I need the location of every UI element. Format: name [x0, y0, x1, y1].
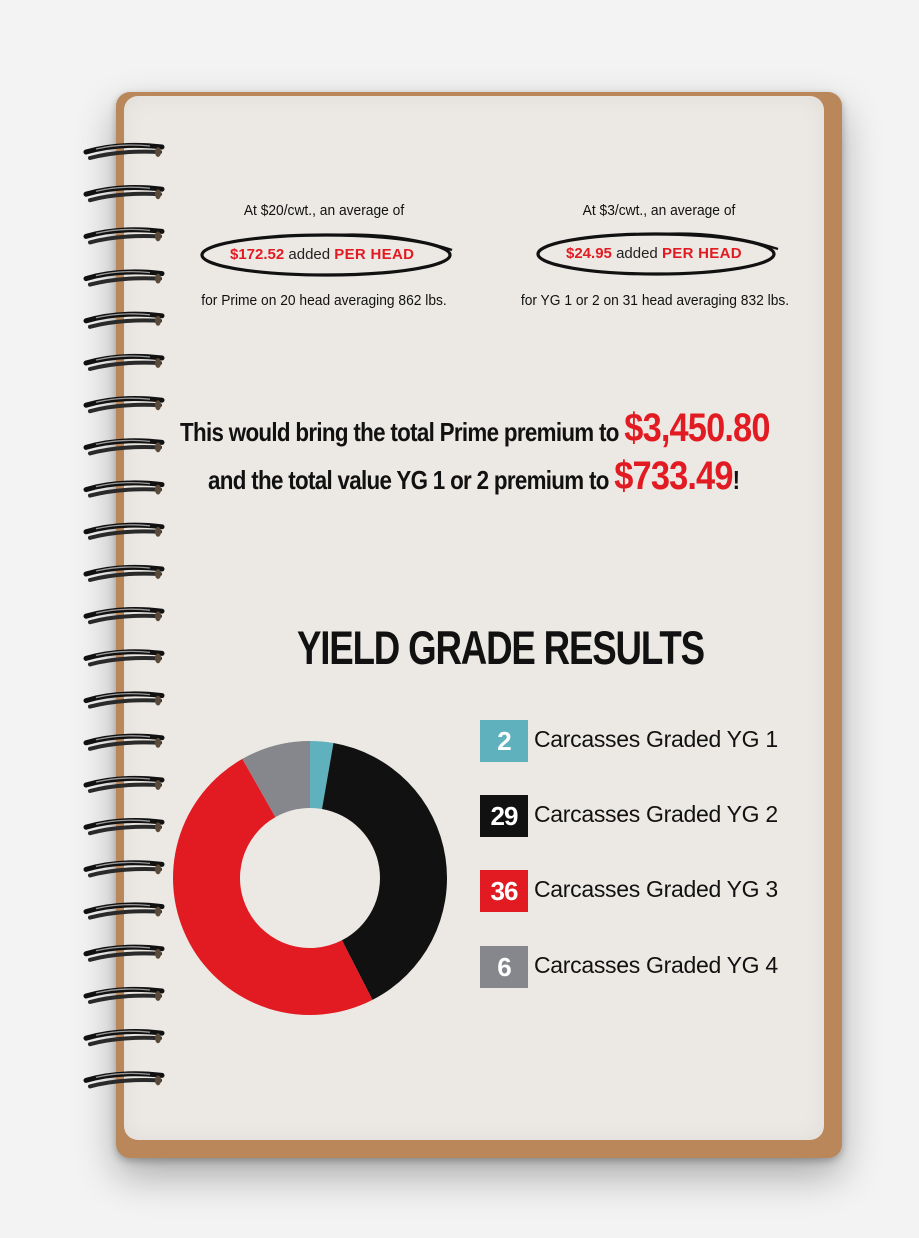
donut-chart [170, 738, 450, 1018]
headline-line-2 [208, 454, 739, 499]
yg-detail-text: for YG 1 or 2 on 31 head averaging 832 lbs. [520, 292, 790, 309]
legend-label-yg-4: Carcasses Graded YG 4 [534, 952, 778, 978]
prime-per-head-line [230, 246, 414, 263]
headline-line-2-text: and the total value YG 1 or 2 premium to [208, 465, 609, 495]
headline-line-1 [180, 406, 770, 451]
yg-premium-total: $733.49 [614, 454, 733, 498]
yg-rate-text: At $3/cwt., an average of [582, 202, 736, 219]
yg-added-word: added [616, 245, 658, 262]
legend-count-yg-4: 6 [480, 946, 528, 988]
chart-title: YIELD GRADE RESULTS [297, 621, 704, 674]
legend-label-yg-3: Carcasses Graded YG 3 [534, 876, 778, 902]
prime-premium-total: $3,450.80 [624, 406, 770, 450]
prime-per-head: PER HEAD [334, 246, 415, 263]
legend-count-yg-2: 29 [480, 795, 528, 837]
yg-per-head-line [566, 245, 742, 262]
headline-line-1-text: This would bring the total Prime premium to [180, 417, 619, 447]
headline-exclamation: ! [732, 465, 740, 495]
prime-rate-text: At $20/cwt., an average of [243, 202, 405, 219]
prime-added-word: added [288, 246, 331, 263]
legend-label-yg-2: Carcasses Graded YG 2 [534, 801, 778, 827]
prime-detail-text: for Prime on 20 head averaging 862 lbs. [201, 292, 447, 309]
legend-count-yg-1: 2 [480, 720, 528, 762]
legend-label-yg-1: Carcasses Graded YG 1 [534, 726, 778, 752]
yg-per-head: PER HEAD [661, 245, 742, 262]
legend-count-yg-3: 36 [480, 870, 528, 912]
yg-amount: $24.95 [566, 245, 612, 262]
prime-amount: $172.52 [230, 246, 285, 263]
